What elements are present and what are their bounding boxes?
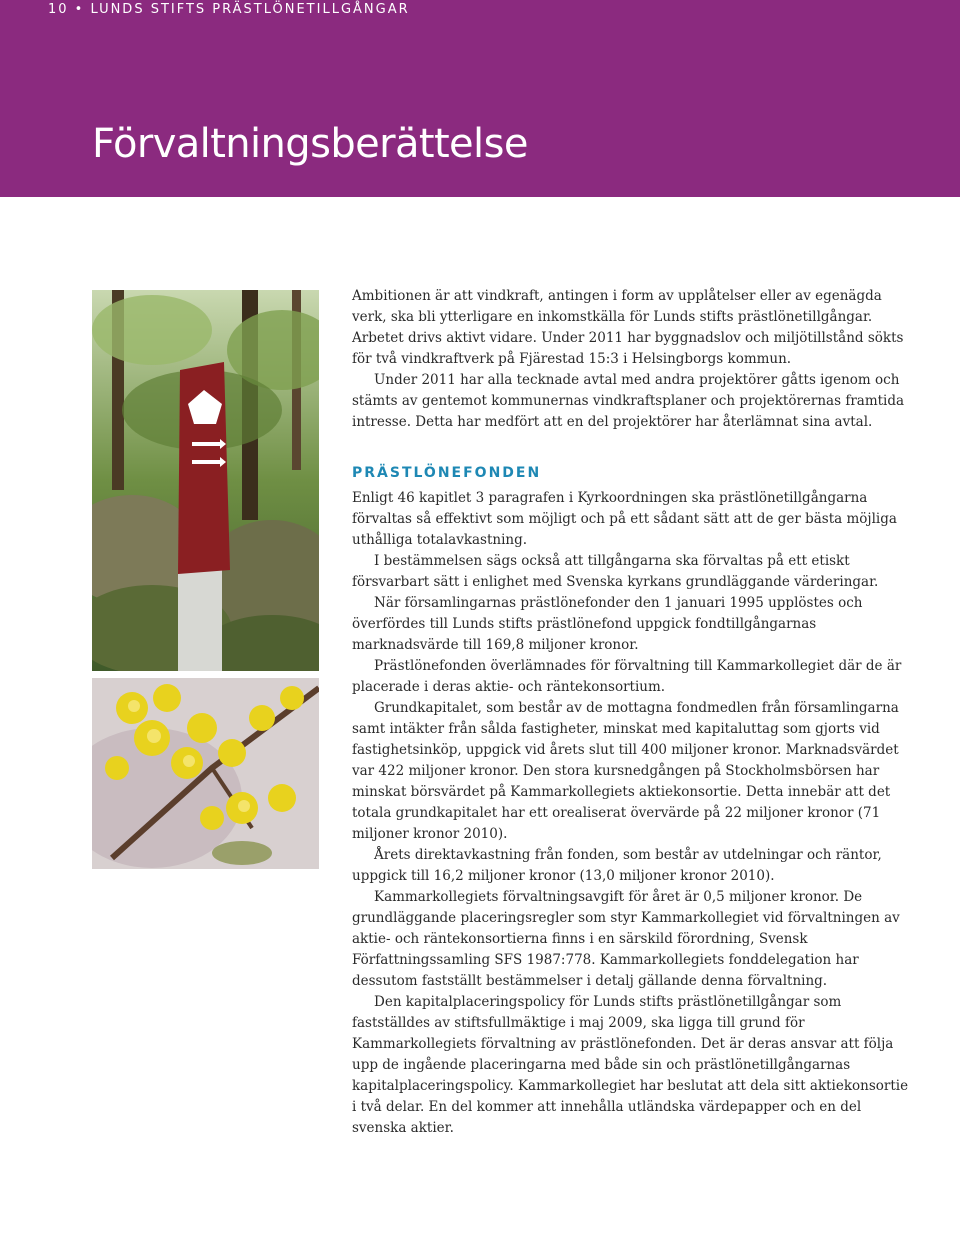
running-head: 10 • LUNDS STIFTS PRÄSTLÖNETILLGÅNGAR bbox=[48, 2, 410, 17]
forest-trail-marker-photo bbox=[92, 290, 319, 671]
section-paragraph: När församlingarnas prästlönefonder den 1 januari 1995 upplöstes och överfördes till Lunds stifts prästlönefond uppgick fondtillgångarnas marknadsvärde till 169,8 miljoner kronor. bbox=[352, 595, 863, 653]
header-banner bbox=[0, 0, 960, 197]
section-paragraph: Prästlönefonden överlämnades för förvaltning till Kammarkollegiet där de är placerade i deras aktie- och räntekonsortium. bbox=[352, 658, 902, 695]
forsythia-flowers-photo bbox=[92, 678, 319, 869]
section-paragraph: Årets direktavkastning från fonden, som består av utdelningar och räntor, uppgick till 16,2 miljoner kronor (13,0 miljoner kronor 2010). bbox=[352, 847, 882, 884]
forest-trail-marker-image bbox=[92, 290, 319, 671]
section-paragraph: Den kapitalplaceringspolicy för Lunds stifts prästlönetillgångar som fastställdes av stiftsfullmäktige i maj 2009, ska ligga till grund för Kammarkollegiets förvaltning av prästlönefonden. Det är deras ansvar att följa upp de ingående placeringarna med både sin och prästlönetillgångarnas kapitalplaceringspolicy. Kammarkollegiet har beslutat att dela sitt aktiekonsortie i två delar. En del kommer att innehålla utländska värdepapper och en del svenska aktier. bbox=[352, 994, 909, 1136]
section-paragraph: Enligt 46 kapitlet 3 paragrafen i Kyrkoordningen ska prästlönetillgångarna förvaltas så effektivt som möjligt och på ett sådant sätt att de ger bästa möjliga uthålliga totalavkastning. bbox=[352, 490, 897, 548]
section-heading-prastlonefonden: PRÄSTLÖNEFONDEN bbox=[352, 465, 542, 481]
intro-paragraph: Ambitionen är att vindkraft, antingen i form av upplåtelser eller av egenägda verk, ska bli ytterligare en inkomstkälla för Lunds stifts prästlönetillgångar. Arbetet drivs aktivt vidare. Under 2011 har byggnadslov och miljötillstånd sökts för två vindkraftverk på Fjärestad 15:3 i Helsingborgs kommun. bbox=[352, 288, 904, 367]
section-paragraph: I bestämmelsen sägs också att tillgångarna ska förvaltas på ett etiskt försvarbart sätt i enlighet med Svenska kyrkans grundläggande värderingar. bbox=[352, 553, 879, 590]
section-paragraph: Grundkapitalet, som består av de mottagna fondmedlen från församlingarna samt intäkter från sålda fastigheter, minskat med kapitaluttag som gjorts vid fastighetsinköp, uppgick vid årets slut till 400 miljoner kronor. Marknadsvärdet var 422 miljoner kronor. Den stora kursnedgången på Stockholmsbörsen har minskat börsvärdet på Kammarkollegiets aktiekonsortie. Detta innebär att det totala grundkapitalet har ett orealiserat övervärde på 22 miljoner kronor (71 miljoner kronor 2010). bbox=[352, 700, 899, 842]
forsythia-flowers-image bbox=[92, 678, 319, 869]
main-text-column bbox=[352, 286, 912, 1139]
intro-paragraph: Under 2011 har alla tecknade avtal med andra projektörer gåtts igenom och stämts av gentemot kommunernas vindkraftsplaner och projektörernas framtida intresse. Detta har medfört att en del projektörer har återlämnat sina avtal. bbox=[352, 372, 905, 430]
page-title: Förvaltningsberättelse bbox=[92, 121, 528, 167]
section-paragraph: Kammarkollegiets förvaltningsavgift för året är 0,5 miljoner kronor. De grundläggande placeringsregler som styr Kammarkollegiet vid förvaltningen av aktie- och räntekonsortierna finns i en särskild förordning, Svensk Författningssamling SFS 1987:778. Kammarkollegiets fonddelegation har dessutom fastställt bestämmelser i detalj gällande denna förvaltning. bbox=[352, 889, 900, 989]
